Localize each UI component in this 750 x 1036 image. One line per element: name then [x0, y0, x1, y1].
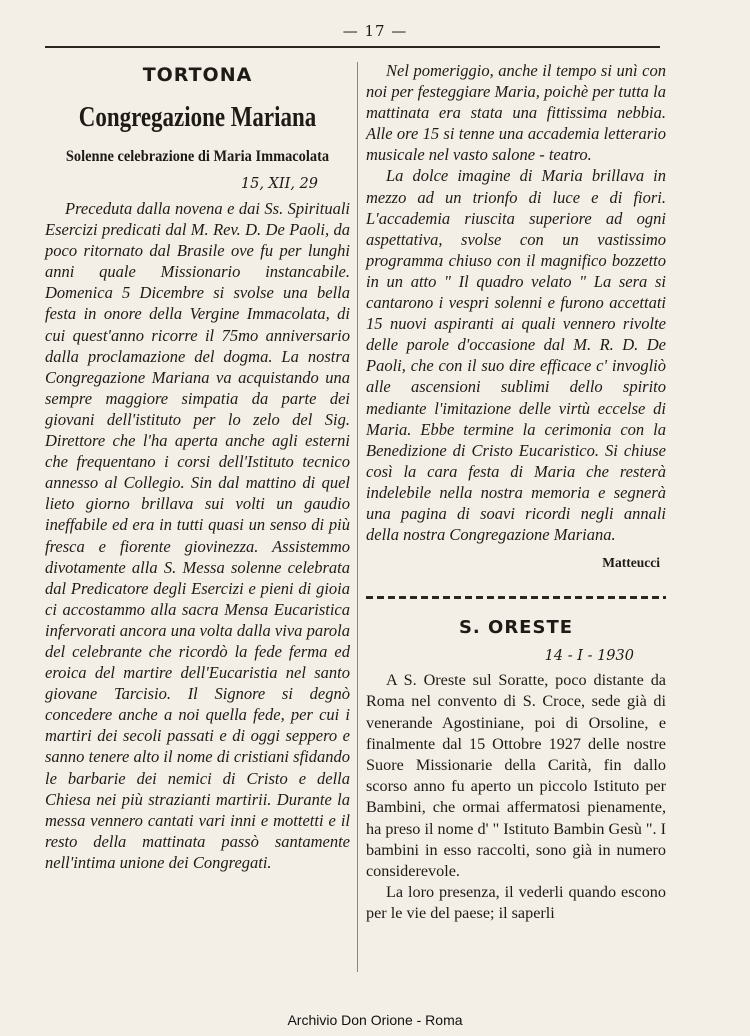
article-date-2: 14 - I - 1930	[544, 648, 634, 665]
article-subtitle: Solenne celebrazione di Maria Immacolata	[65, 148, 330, 165]
page-number: — 17 —	[342, 22, 408, 40]
article-body-left: Preceduta dalla novena e dai Ss. Spirituali Esercizi predicati dal M. Rev. D. De Paoli, da poco ritornato dal Brasile ove fu per lunghi anni quale Missionario instancabile. Domenica 5 Dicembre si svolse una bella festa in onore della Vergine Immacolata, di cui quest'anno ricorre il 75mo anniversario dalla proclamazione del dogma. La nostra Congregazione Mariana va acquistando una sempre maggiore simpatia da parte dei giovani dell'istituto per lo zelo del Sig. Direttore che l'ha aperta anche agli esterni che frequentano i corsi dell'Istituto tecnico annesso al Collegio. Sin dal mattino di quel lieto giorno brillava sui volti un gaudio ineffabile ed era in tutti quasi un senso di più fresca e fiorente giovinezza. Assistemmo divotamente alla S. Messa solenne celebrata dal Predicatore degli Esercizi e pieni di gioia ci accostammo alla sacra Mensa Eucaristica infervorati ancora una volta dalla viva parola del celebrante che ricordò la fede ferma ed eroica del martire dell'Eucaristia nel santo giovane Tarcisio. Il Signore si degnò concedere anche a noi quella fede, per cui i martiri dei secoli passati e di oggi seppero e sanno tenere alto il nome di cristiani sfidando le barbarie dei nemici di Cristo e della Chiesa nei più strazianti martirii. Durante la messa vennero cantati vari inni e mottetti e il resto della mattinata passò santamente nell'intima unione dei Congregati.	[45, 199, 350, 872]
header-rule	[45, 46, 660, 48]
left-column	[45, 60, 350, 873]
right-column	[366, 60, 666, 925]
section-heading-tortona: TORTONA	[142, 64, 253, 86]
section-heading-s-oreste: S. ORESTE	[458, 617, 574, 639]
article-paragraph-4: La loro presenza, il vederli quando escono per le vie del paese; il saperli	[366, 883, 666, 923]
column-divider	[357, 62, 358, 972]
ornamental-divider	[366, 593, 666, 601]
archive-footer: Archivio Don Orione - Roma	[287, 1012, 463, 1028]
author-signature: Matteucci	[602, 555, 660, 571]
article-title: Congregazione Mariana	[78, 102, 317, 133]
article-paragraph-3: A S. Oreste sul Soratte, poco distante da Roma nel convento di S. Croce, sede già di venerande Agostiniane, poi di Orsoline, e finalmente dal 15 Ottobre 1927 delle nostre Suore Missionarie della Carità, fin dallo scorso anno fu aperto un piccolo Istituto per Bambini, che ormai affermatosi pienamente, ha preso il nome d' " Istituto Bambin Gesù ". I bambini in esso raccolti, sono già in numero considerevole.	[366, 671, 666, 880]
article-date: 15, XII, 29	[240, 176, 318, 192]
article-paragraph-2: La dolce imagine di Maria brillava in mezzo ad un trionfo di luce e di fiori. L'accademia riuscita superiore ad ogni aspettativa, svolse con un vastissimo programma chiuso con il magnifico bozzetto in un atto " Il quadro velato " La sera si cantarono i vespri solenni e furono accettati 15 nuovi aspiranti ai quali vennero rivolte delle parole d'occasione dal M. R. D. De Paoli, che con il suo dire efficace c' invogliò alle ascensioni sublimi dello spirito mediante l'imitazione delle virtù eccelse di Maria. Ebbe termine la cerimonia con la Benedizione di Cristo Eucaristico. Si chiuse così la cara festa di Maria che resterà indelebile nella nostra memoria e segnerà una pagina di soavi ricordi negli annali della nostra Congregazione Mariana.	[366, 166, 666, 545]
article-paragraph-1: Nel pomeriggio, anche il tempo si unì con noi per festeggiare Maria, poichè per tutta la mattinata era stata una fittissima nebbia. Alle ore 15 si tenne una accademia letterario musicale nel vasto salone - teatro.	[366, 61, 666, 165]
